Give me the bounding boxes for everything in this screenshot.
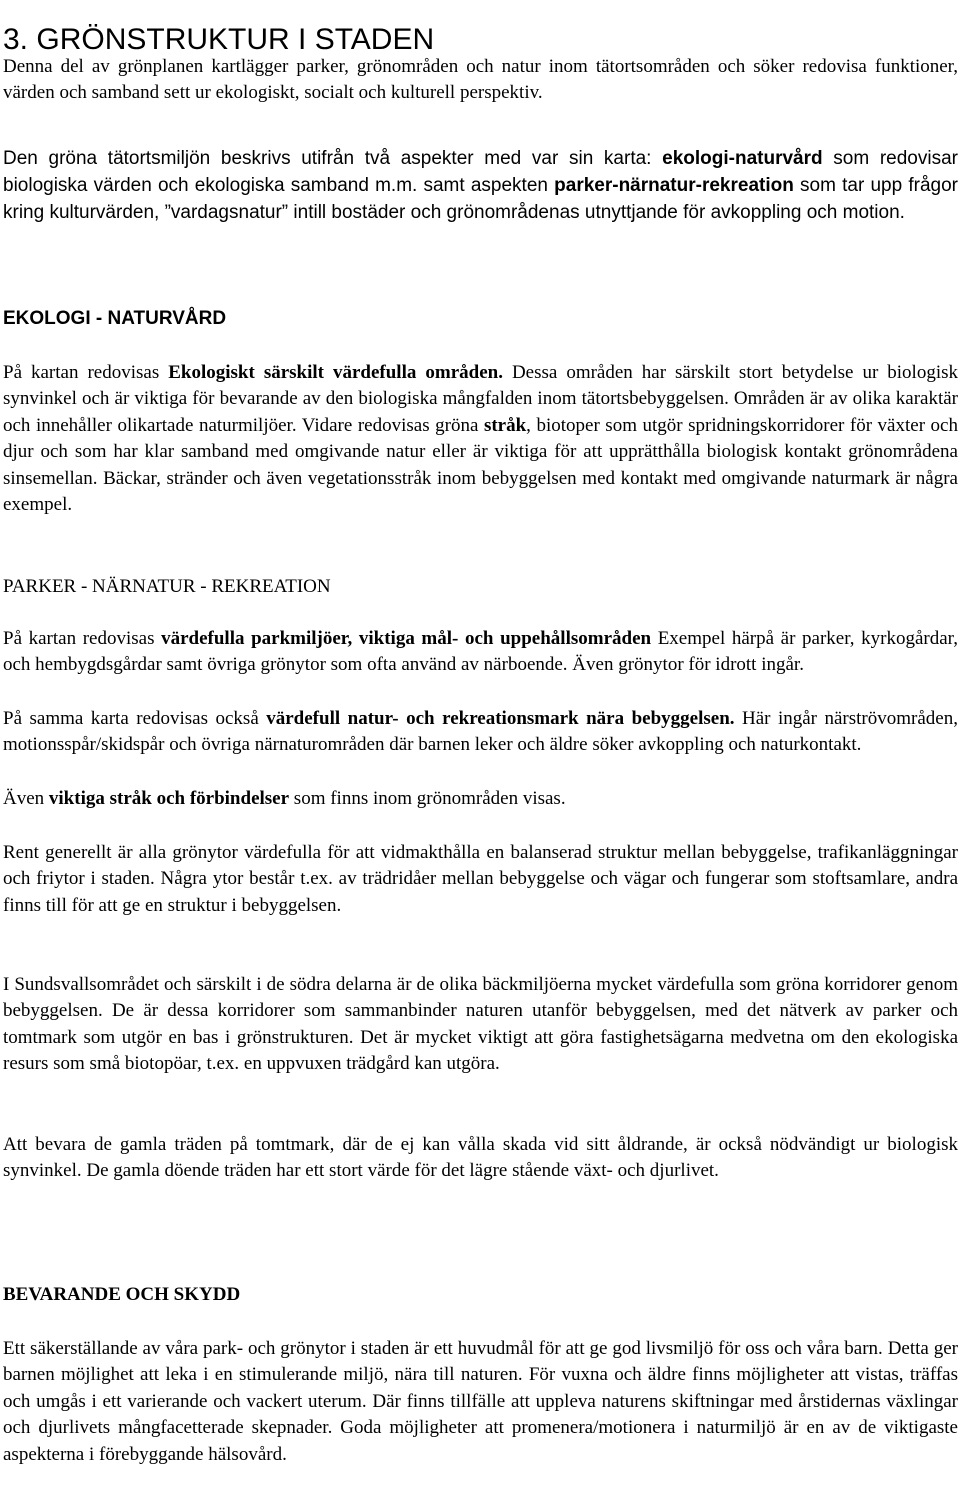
parker-paragraph-2: [3, 706, 958, 759]
parker-p2-text-2: Här ingår närströvområden, motionsspår/skidspår och övriga närnaturområden där barnen leker och äldre söker avkoppling och naturkontakt.: [3, 708, 958, 756]
parker-p3-text-2: som finns inom grönområden visas.: [289, 788, 566, 809]
parker-paragraph-3: [3, 786, 958, 812]
ekologi-paragraph: [3, 360, 958, 518]
parker-paragraph-1: [3, 626, 958, 679]
parker-p1-text-1: På kartan redovisas: [3, 628, 162, 649]
parker-p1-text-2: Exempel härpå är parker, kyrkogårdar, och hembygdsgårdar samt övriga grönytor som ofta använd av närboende. Även grönytor för idrott ingår.: [3, 628, 958, 676]
intro-paragraph: Denna del av grönplanen kartlägger parker, grönområden och natur inom tätortsområden och söker redovisa funktioner, värden och samband sett ur ekologiskt, socialt och kulturell perspektiv.: [3, 56, 958, 104]
parker-p1-bold: värdefulla parkmiljöer, viktiga mål- och uppehållsområden: [161, 628, 652, 649]
parker-p3-bold: viktiga stråk och förbindelser: [48, 788, 290, 809]
page-title: 3. GRÖNSTRUKTUR I STADEN: [3, 23, 435, 57]
bevarande-paragraph: Ett säkerställande av våra park- och grönytor i staden är ett huvudmål för att ge god livsmiljö för oss och våra barn. Detta ger barnen möjlighet att leka i en stimulerande miljö, nära till naturen. För vuxna och äldre finns möjligheter att vistas, träffas och umgås i ett varierande och vackert uterum. Där finns tillfälle att uppleva naturens skiftningar med årstidernas växlingar och djurlivets mångfacetterade skepnader. Goda möjligheter att promenera/motionera i naturmiljö är en av de viktigaste aspekterna i förebyggande hälsovård.: [3, 1338, 958, 1465]
ekologi-bold-2: stråk: [483, 414, 527, 436]
aspects-text-2: som redovisar biologiska värden och ekologiska samband m.m. samt aspekten: [3, 148, 958, 196]
aspects-text-1: Den gröna tätortsmiljön beskrivs utifrån två aspekter med var sin karta:: [3, 148, 663, 169]
ekologi-text-3: , biotoper som utgör spridningskorridorer för växter och djur och som har klar samband med omgivande natur eller är viktiga för att upprätthålla biologisk kontakt grönområdena sinsemellan. Bäckar, stränder och även vegetationsstråk inom bebyggelsen med kontakt med omgivande naturmark är några exempel.: [3, 414, 958, 516]
section-heading-ekologi: EKOLOGI - NATURVÅRD: [3, 308, 227, 329]
parker-p2-bold: värdefull natur- och rekreationsmark nära bebyggelsen.: [266, 708, 735, 729]
parker-p2-text-1: På samma karta redovisas också: [3, 708, 267, 729]
parker-paragraph-4: Rent generellt är alla grönytor värdefulla för att vidmakthålla en balanserad struktur mellan bebyggelse, trafikanläggningar och friytor i staden. Några ytor består t.ex. av trädridåer mellan bebyggelse och vägar och fungerar som stoftsamlare, andra finns till för att ge en struktur i bebyggelsen.: [3, 842, 958, 916]
section-heading-bevarande: BEVARANDE OCH SKYDD: [3, 1284, 241, 1305]
ekologi-bold-1: Ekologiskt särskilt värdefulla områden.: [168, 362, 503, 383]
parker-p3-text-1: Även: [3, 788, 49, 809]
aspect-parker: parker-närnatur-rekreation: [554, 174, 794, 196]
aspects-paragraph: [3, 146, 958, 226]
section-heading-parker: PARKER - NÄRNATUR - REKREATION: [3, 576, 331, 597]
ekologi-text-2: Dessa områden har särskilt stort betydelse ur biologisk synvinkel och är viktiga för bevarande av den biologiska mångfalden inom tätortsbebyggelsen. Områden är av olika karaktär och innehåller olikartade naturmiljöer. Vidare redovisas gröna: [3, 362, 958, 436]
parker-paragraph-5: I Sundsvallsområdet och särskilt i de södra delarna är de olika bäckmiljöerna mycket värdefulla som gröna korridorer genom bebyggelsen. De är dessa korridorer som sammanbinder naturen utanför bebyggelsen, med det nätverk av parker och tomtmark som utgör en bas i grönstrukturen. Det är mycket viktigt att göra fastighetsägarna medvetna om den ekologiska resurs som små biotopöar, t.ex. en uppvuxen trädgård kan utgöra.: [3, 974, 958, 1075]
parker-paragraph-6: Att bevara de gamla träden på tomtmark, där de ej kan vålla skada vid sitt åldrande, är också nödvändigt ur biologisk synvinkel. De gamla döende träden har ett stort värde för det lägre stående växt- och djurlivet.: [3, 1134, 958, 1182]
aspects-text-3: som tar upp frågor kring kulturvärden, ”vardagsnatur” intill bostäder och grönområdenas utnyttjande för avkoppling och motion.: [3, 174, 958, 223]
aspect-ekologi: ekologi-naturvård: [662, 148, 823, 169]
ekologi-text-1: På kartan redovisas: [3, 362, 169, 383]
